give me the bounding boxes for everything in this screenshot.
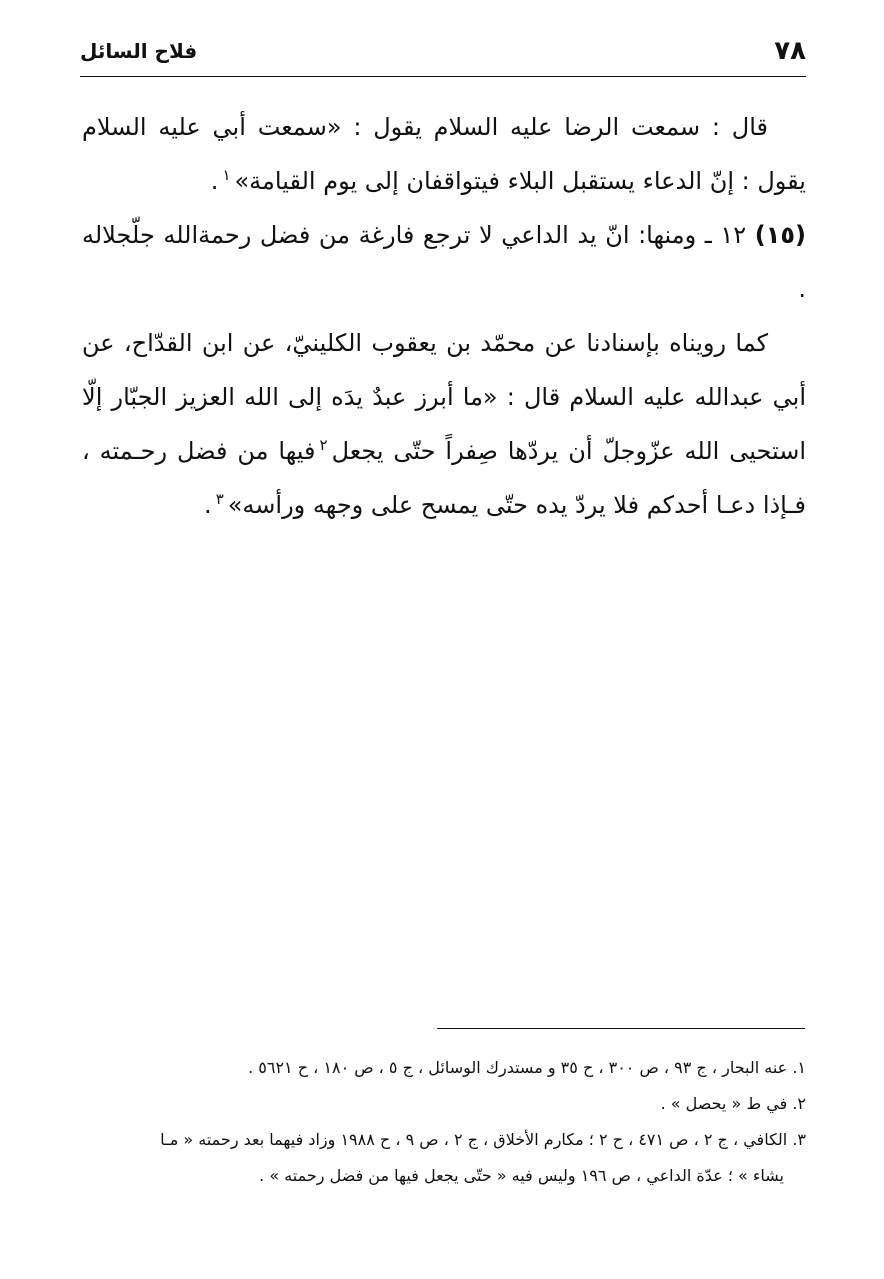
paragraph-item-12 xyxy=(82,208,806,316)
paragraph-hadith-1 xyxy=(82,100,806,208)
paragraph-2-text: ١٢ ـ ومنها: انّ يد الداعي لا ترجع فارغة من فضل رحمةالله جلّجلاله . xyxy=(82,221,806,303)
footnote-3 xyxy=(80,1122,806,1194)
footnote-continuation: يشاء » ؛ عدّة الداعي ، ص ١٩٦ وليس فيه « حتّى يجعل فيها من فضل رحمته » . xyxy=(259,1166,784,1185)
page-header xyxy=(80,30,806,74)
paragraph-hadith-2 xyxy=(82,316,806,532)
footnotes xyxy=(80,1050,806,1194)
footnote-number: ٢. xyxy=(792,1094,806,1113)
page-number: ٧٨ xyxy=(774,36,806,66)
paragraph-1-end: . xyxy=(210,167,219,195)
footnote-text: عنه البحار ، ج ٩٣ ، ص ٣٠٠ ، ح ٣٥ و مستدرك الوسائل ، ج ٥ ، ص ١٨٠ ، ح ٥٦٢١ . xyxy=(248,1058,788,1077)
footnote-text: الكافي ، ج ٢ ، ص ٤٧١ ، ح ٢ ؛ مكارم الأخلاق ، ج ٢ ، ص ٩ ، ح ١٩٨٨ وزاد فيهما بعد رحمته « مـا xyxy=(160,1130,788,1149)
footnote-number: ١. xyxy=(792,1058,806,1077)
paragraph-1-text: قال : سمعت الرضا عليه السلام يقول : «سمعت أبي عليه السلام يقول : إنّ الدعاء يستقبل البلاء فيتواقفان إلى يوم القيامة» xyxy=(82,113,806,195)
footnote-text: في ط « يحصل » . xyxy=(660,1094,788,1113)
footnote-rule xyxy=(437,1028,805,1029)
paragraph-3-mid: فيها من فضل رحـمته ، فـإذا دعـا أحدكم فلا يردّ يده حتّى يمسح على وجهه ورأسه» xyxy=(82,437,806,519)
paragraph-3-text: كما رويناه بإسنادنا عن محمّد بن يعقوب الكلينيّ، عن ابن القدّاح، عن أبي عبدالله عليه السلام قال : «ما أبرز عبدٌ يدَه إلى الله العزيز الجبّار إلّا استحيى الله عزّوجلّ أن يردّها صِفراً حتّى يجعل xyxy=(82,329,806,465)
footnote-1 xyxy=(80,1050,806,1086)
section-number: (١٥) xyxy=(754,221,806,249)
footnote-marker-1: ١ xyxy=(222,166,231,184)
header-rule xyxy=(80,76,806,77)
main-text xyxy=(82,100,806,532)
footnote-marker-2: ٢ xyxy=(319,436,328,454)
running-title: فلاح السائل xyxy=(80,39,198,63)
footnote-number: ٣. xyxy=(792,1130,806,1149)
footnote-2 xyxy=(80,1086,806,1122)
paragraph-3-end: . xyxy=(204,491,212,519)
footnote-marker-3: ٣ xyxy=(215,490,224,508)
